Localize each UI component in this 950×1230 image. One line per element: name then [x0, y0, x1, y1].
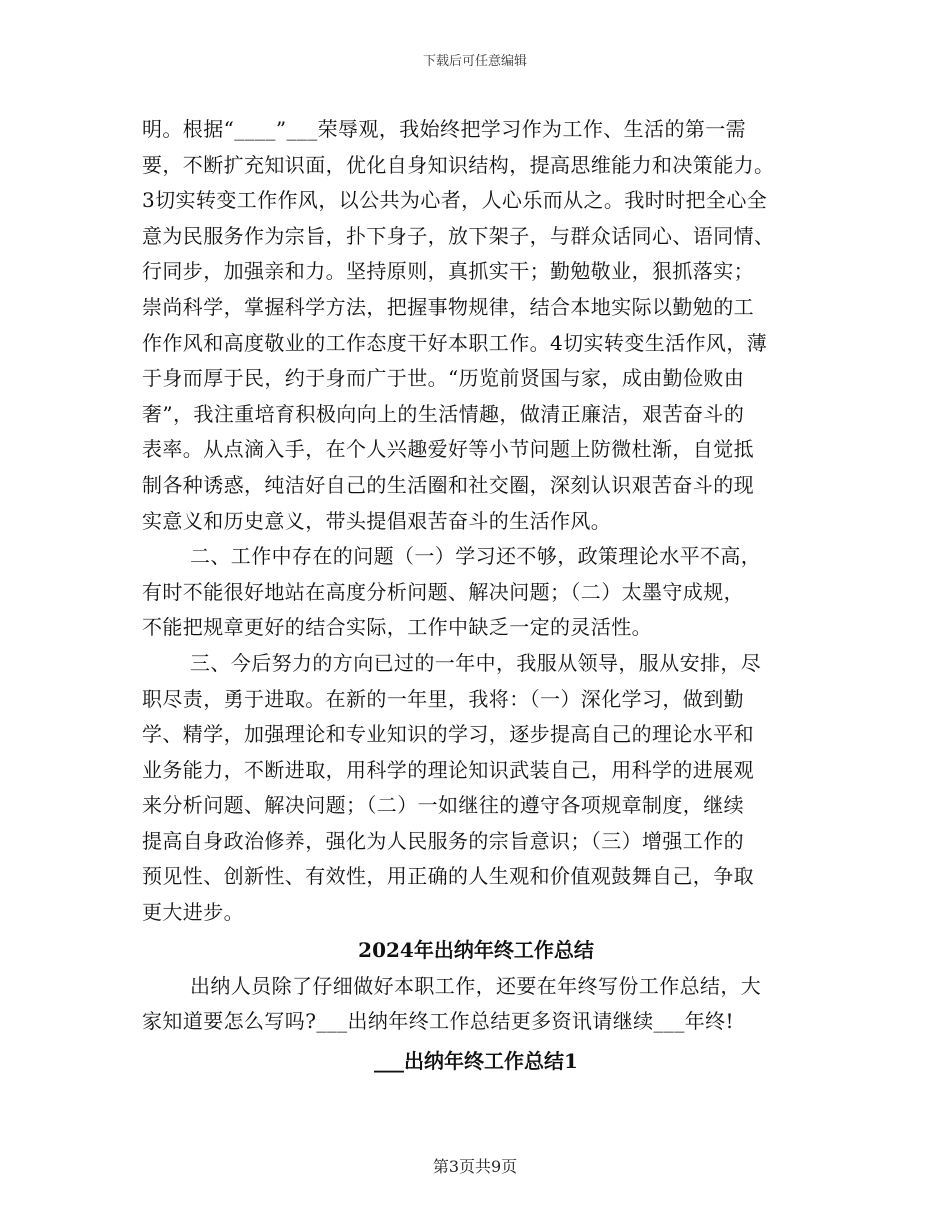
- section-three-line: 业务能力，不断进取，用科学的理论知识武装自己，用科学的进展观: [142, 757, 754, 782]
- paragraph-line: 要，不断扩充知识面，优化自身知识结构，提高思维能力和决策能力。: [142, 152, 775, 177]
- paragraph-line: 于身而厚于民，约于身而广于世。“历览前贤国与家，成由勤俭败由: [142, 366, 745, 391]
- paragraph-line: 制各种诱惑，纯洁好自己的生活圈和社交圈，深刻认识艰苦奋斗的现: [142, 472, 754, 497]
- paragraph-line: 奢”，我注重培育积极向向上的生活情趣，做清正廉洁，艰苦奋斗的: [142, 401, 745, 426]
- intro-line: 家知道要怎么写吗?___出纳年终工作总结更多资讯请继续___年终!: [142, 1009, 734, 1034]
- intro-line: 出纳人员除了仔细做好本职工作，还要在年终写份工作总结，大: [190, 973, 762, 998]
- paragraph-line: 3切实转变工作作风，以公共为心者，人心乐而从之。我时时把全心全: [142, 188, 768, 213]
- section-three-line: 提高自身政治修养，强化为人民服务的宗旨意识；（三）增强工作的: [142, 828, 744, 853]
- section-three-line: 三、今后努力的方向已过的一年中，我服从领导，服从安排，尽: [190, 650, 762, 675]
- page-number: 第3页共9页: [432, 1157, 518, 1176]
- document-body: [142, 112, 810, 1080]
- paragraph-line: 表率。从点滴入手，在个人兴趣爱好等小节问题上防微杜渐，自觉抵: [142, 437, 754, 462]
- section-three-line: 更大进步。: [142, 900, 244, 925]
- paragraph-line: 作作风和高度敬业的工作态度干好本职工作。4切实转变生活作风，薄: [142, 330, 768, 355]
- section-title: 2024年出纳年终工作总结: [358, 937, 594, 962]
- section-three-line: 预见性、创新性、有效性，用正确的人生观和价值观鼓舞自己，争取: [142, 864, 754, 889]
- section-three-line: 职尽责，勇于进取。在新的一年里，我将：（一）深化学习，做到勤: [142, 686, 744, 711]
- paragraph-line: 崇尚科学，掌握科学方法，把握事物规律，结合本地实际以勤勉的工: [142, 294, 754, 319]
- paragraph-line: 实意义和历史意义，带头提倡艰苦奋斗的生活作风。: [142, 508, 612, 533]
- header-note: 下载后可任意编辑: [422, 54, 527, 69]
- paragraph-line: 意为民服务作为宗旨，扑下身子，放下架子，与群众话同心、语同情、: [142, 223, 775, 248]
- section-subtitle: ___出纳年终工作总结1: [374, 1048, 578, 1073]
- paragraph-line: 行同步，加强亲和力。坚持原则，真抓实干；勤勉敬业，狠抓落实；: [142, 259, 754, 284]
- section-three-line: 学、精学，加强理论和专业知识的学习，逐步提高自己的理论水平和: [142, 722, 754, 747]
- section-three-line: 来分析问题、解决问题；（二）一如继往的遵守各项规章制度，继续: [142, 793, 744, 818]
- section-two-line: 不能把规章更好的结合实际，工作中缺乏一定的灵活性。: [142, 615, 652, 640]
- paragraph-line: 明。根据“____”___荣辱观，我始终把学习作为工作、生活的第一需: [142, 117, 747, 141]
- section-two-line: 有时不能很好地站在高度分析问题、解决问题；（二）太墨守成规，: [142, 579, 744, 604]
- section-two-line: 二、工作中存在的问题（一）学习还不够，政策理论水平不高，: [190, 544, 762, 569]
